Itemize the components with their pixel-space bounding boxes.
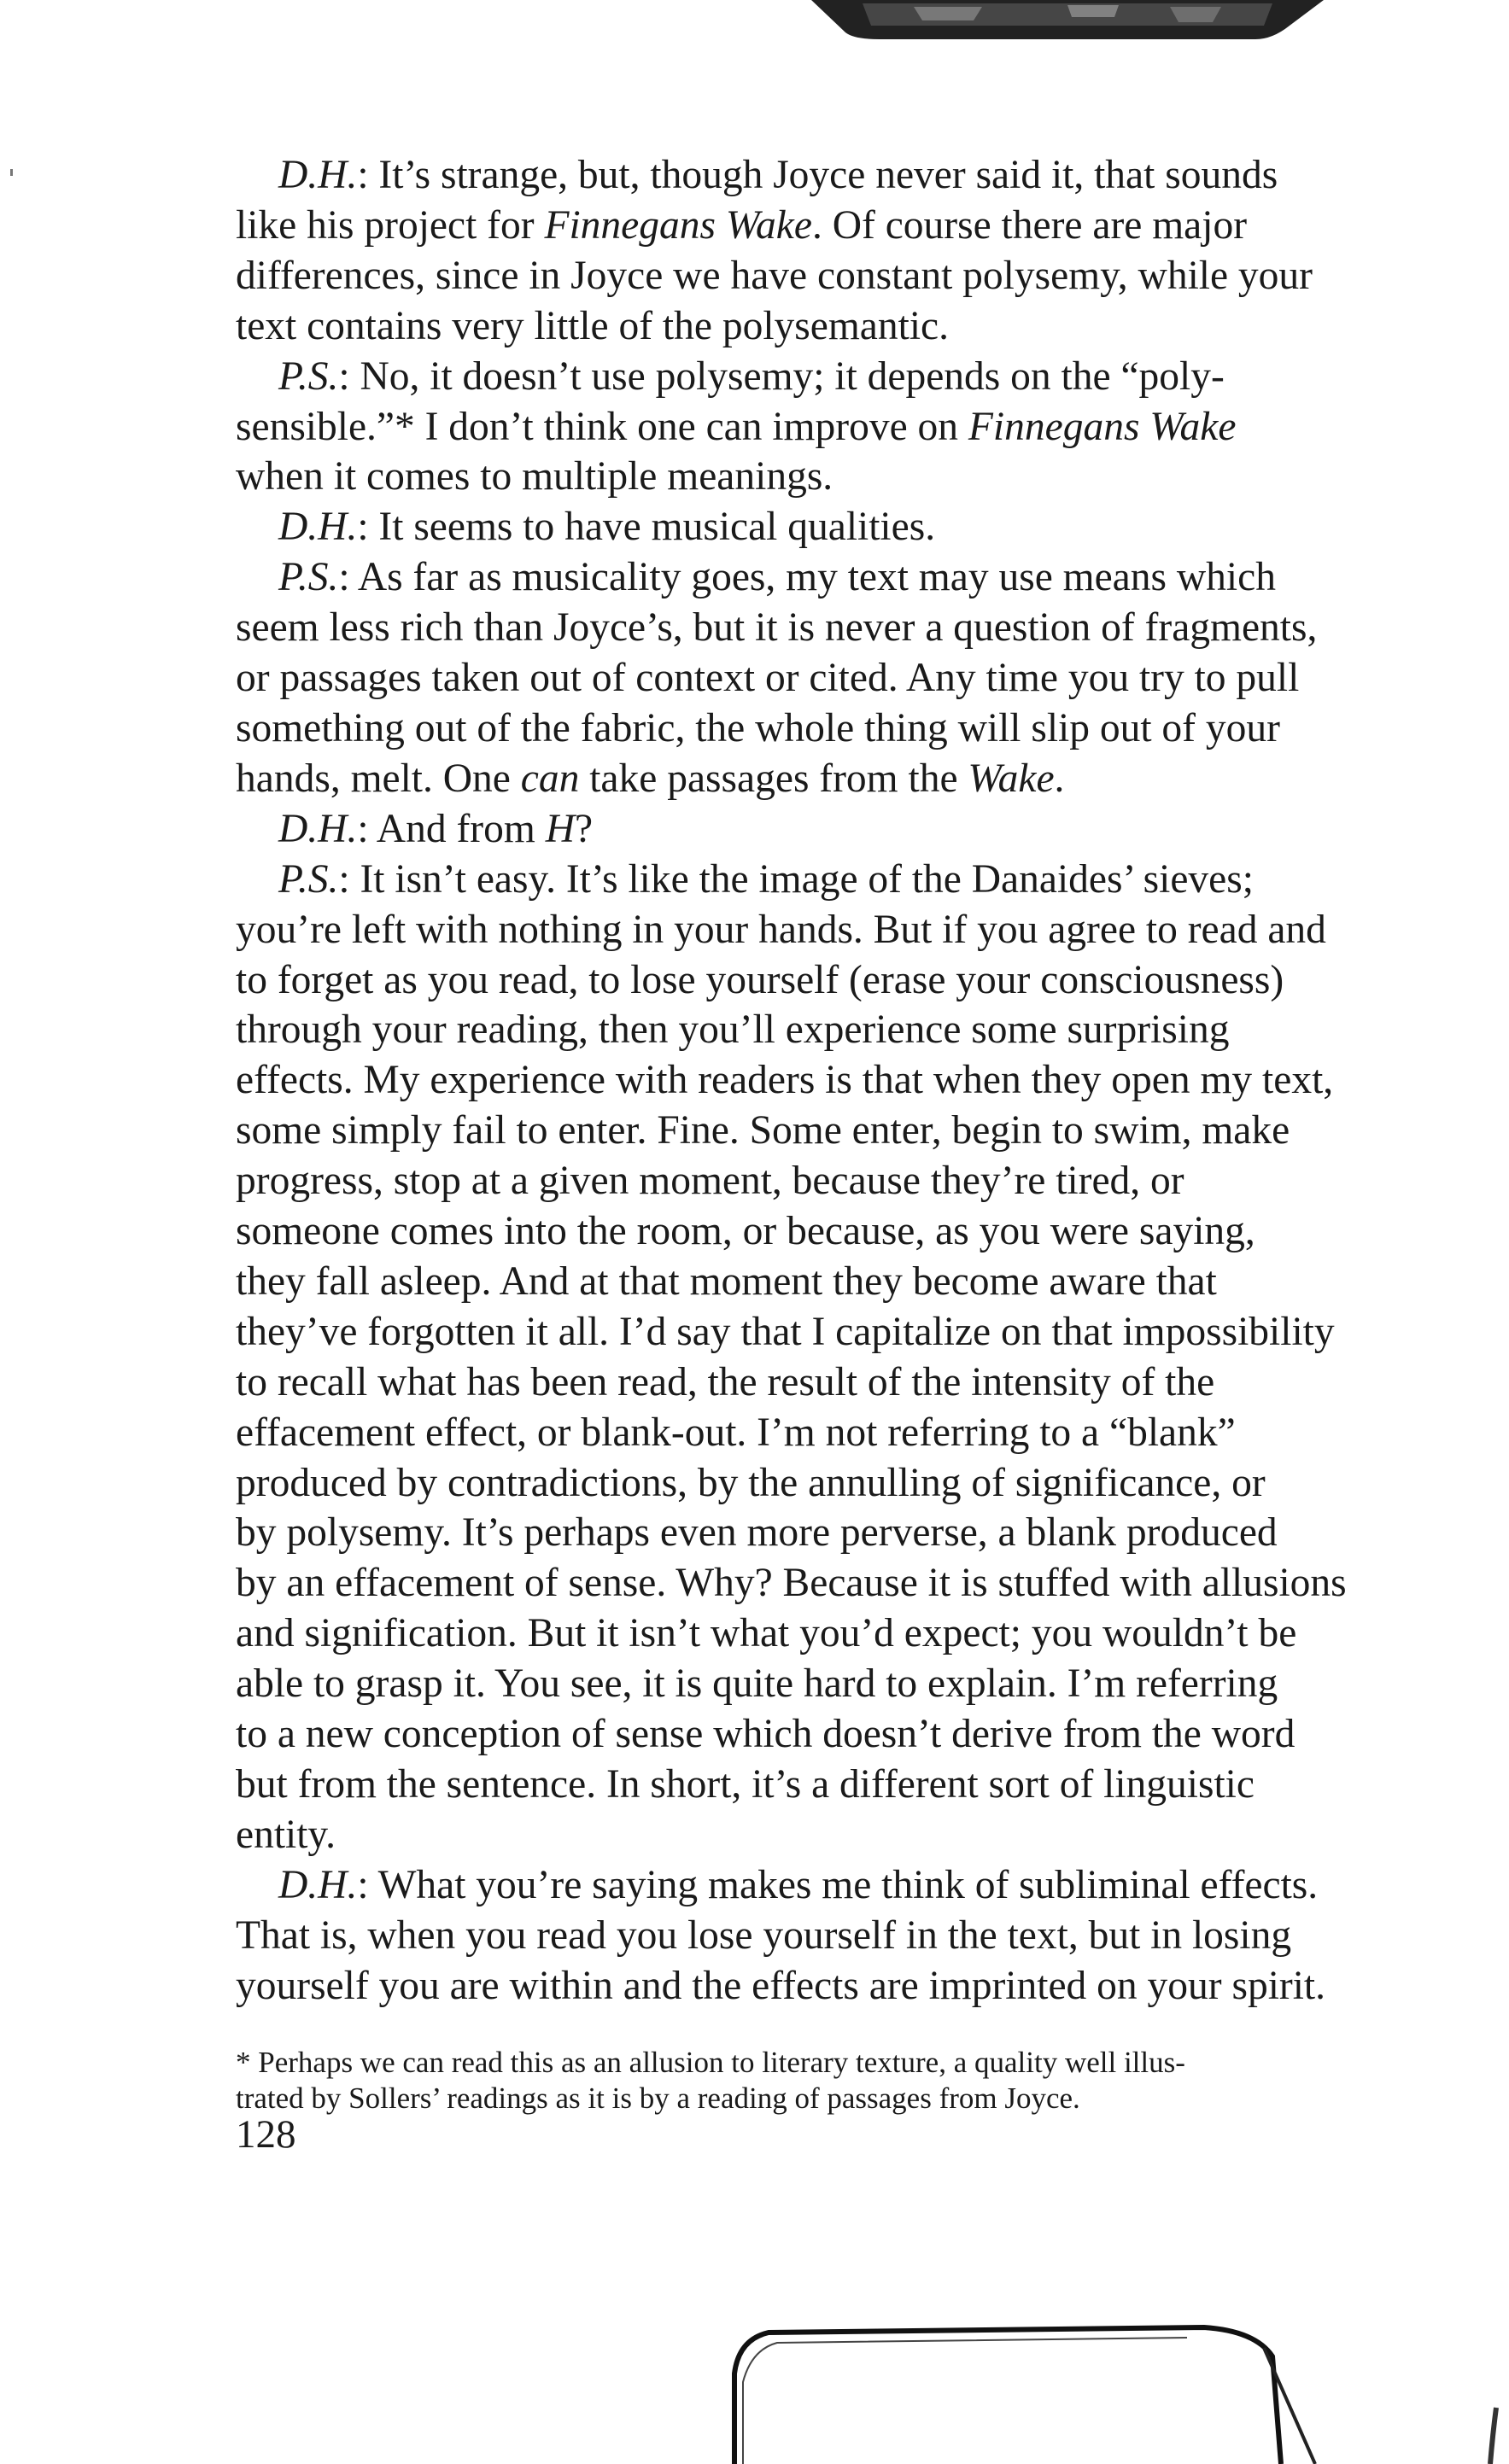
text-line: something out of the fabric, the whole thing will slip out of your <box>236 705 1280 750</box>
text-line: That is, when you read you lose yourself in the text, but in losing <box>236 1912 1292 1958</box>
text-line: hands, melt. One can take passages from the Wake. <box>236 756 1065 801</box>
scan-tab-bottom <box>675 2305 1509 2464</box>
text-line: produced by contradictions, by the annulling of significance, or <box>236 1460 1266 1505</box>
scan-tab-top <box>811 0 1324 41</box>
text-line: entity. <box>236 1812 336 1857</box>
footnote-line: trated by Sollers’ readings as it is by a reading of passages from Joyce. <box>236 2082 1080 2115</box>
text-line: like his project for Finnegans Wake. Of course there are major <box>236 202 1248 248</box>
text-line: to recall what has been read, the result of the intensity of the <box>236 1359 1215 1404</box>
text-line: to a new conception of sense which doesn’t derive from the word <box>236 1712 1296 1757</box>
text-line: effects. My experience with readers is that when they open my text, <box>236 1058 1334 1103</box>
text-line: D.H.: What you’re saying makes me think of subliminal effects. <box>278 1862 1319 1907</box>
text-line: progress, stop at a given moment, because they’re tired, or <box>236 1159 1184 1204</box>
text-line: you’re left with nothing in your hands. But if you agree to read and <box>236 907 1326 952</box>
text-line: by an effacement of sense. Why? Because it is stuffed with allusions <box>236 1561 1347 1606</box>
text-line: but from the sentence. In short, it’s a different sort of linguistic <box>236 1762 1255 1807</box>
text-line: through your reading, then you’ll experience some surprising <box>236 1007 1230 1053</box>
page-number: 128 <box>236 2112 296 2157</box>
footnote-line: * Perhaps we can read this as an allusion to literary texture, a quality well illus- <box>236 2046 1185 2079</box>
text-line: they’ve forgotten it all. I’d say that I capitalize on that impossibility <box>236 1309 1335 1354</box>
interview-text <box>236 150 1431 2011</box>
text-line: yourself you are within and the effects are imprinted on your spirit. <box>236 1963 1325 2008</box>
text-line: D.H.: It’s strange, but, though Joyce never said it, that sounds <box>278 153 1278 197</box>
text-line: D.H.: It seems to have musical qualities. <box>278 505 936 550</box>
text-line: they fall asleep. And at that moment they become aware that <box>236 1258 1217 1304</box>
text-line: differences, since in Joyce we have constant polysemy, while your <box>236 253 1313 298</box>
text-line: P.S.: As far as musicality goes, my text may use means which <box>278 555 1276 600</box>
footnote <box>236 2045 1372 2117</box>
text-line: to forget as you read, to lose yourself (erase your consciousness) <box>236 957 1284 1002</box>
text-line: when it comes to multiple meanings. <box>236 454 833 499</box>
text-line: or passages taken out of context or cited. Any time you try to pull <box>236 656 1300 701</box>
text-line: some simply fail to enter. Fine. Some enter, begin to swim, make <box>236 1108 1290 1153</box>
text-line: text contains very little of the polysemantic. <box>236 303 949 348</box>
text-line: P.S.: No, it doesn’t use polysemy; it depends on the “poly- <box>278 353 1225 399</box>
text-line: effacement effect, or blank-out. I’m not referring to a “blank” <box>236 1410 1236 1455</box>
text-line: someone comes into the room, or because, as you were saying, <box>236 1209 1255 1254</box>
text-line: sensible.”* I don’t think one can improve on Finnegans Wake <box>236 404 1237 449</box>
text-line: D.H.: And from H? <box>278 806 594 851</box>
scan-speck <box>10 169 13 176</box>
text-line: by polysemy. It’s perhaps even more perverse, a blank produced <box>236 1510 1278 1556</box>
text-line: seem less rich than Joyce’s, but it is never a question of fragments, <box>236 605 1318 651</box>
text-line: able to grasp it. You see, it is quite hard to explain. I’m referring <box>236 1661 1278 1707</box>
text-line: P.S.: It isn’t easy. It’s like the image of the Danaides’ sieves; <box>278 856 1254 902</box>
text-line: and signification. But it isn’t what you’d expect; you wouldn’t be <box>236 1611 1297 1656</box>
